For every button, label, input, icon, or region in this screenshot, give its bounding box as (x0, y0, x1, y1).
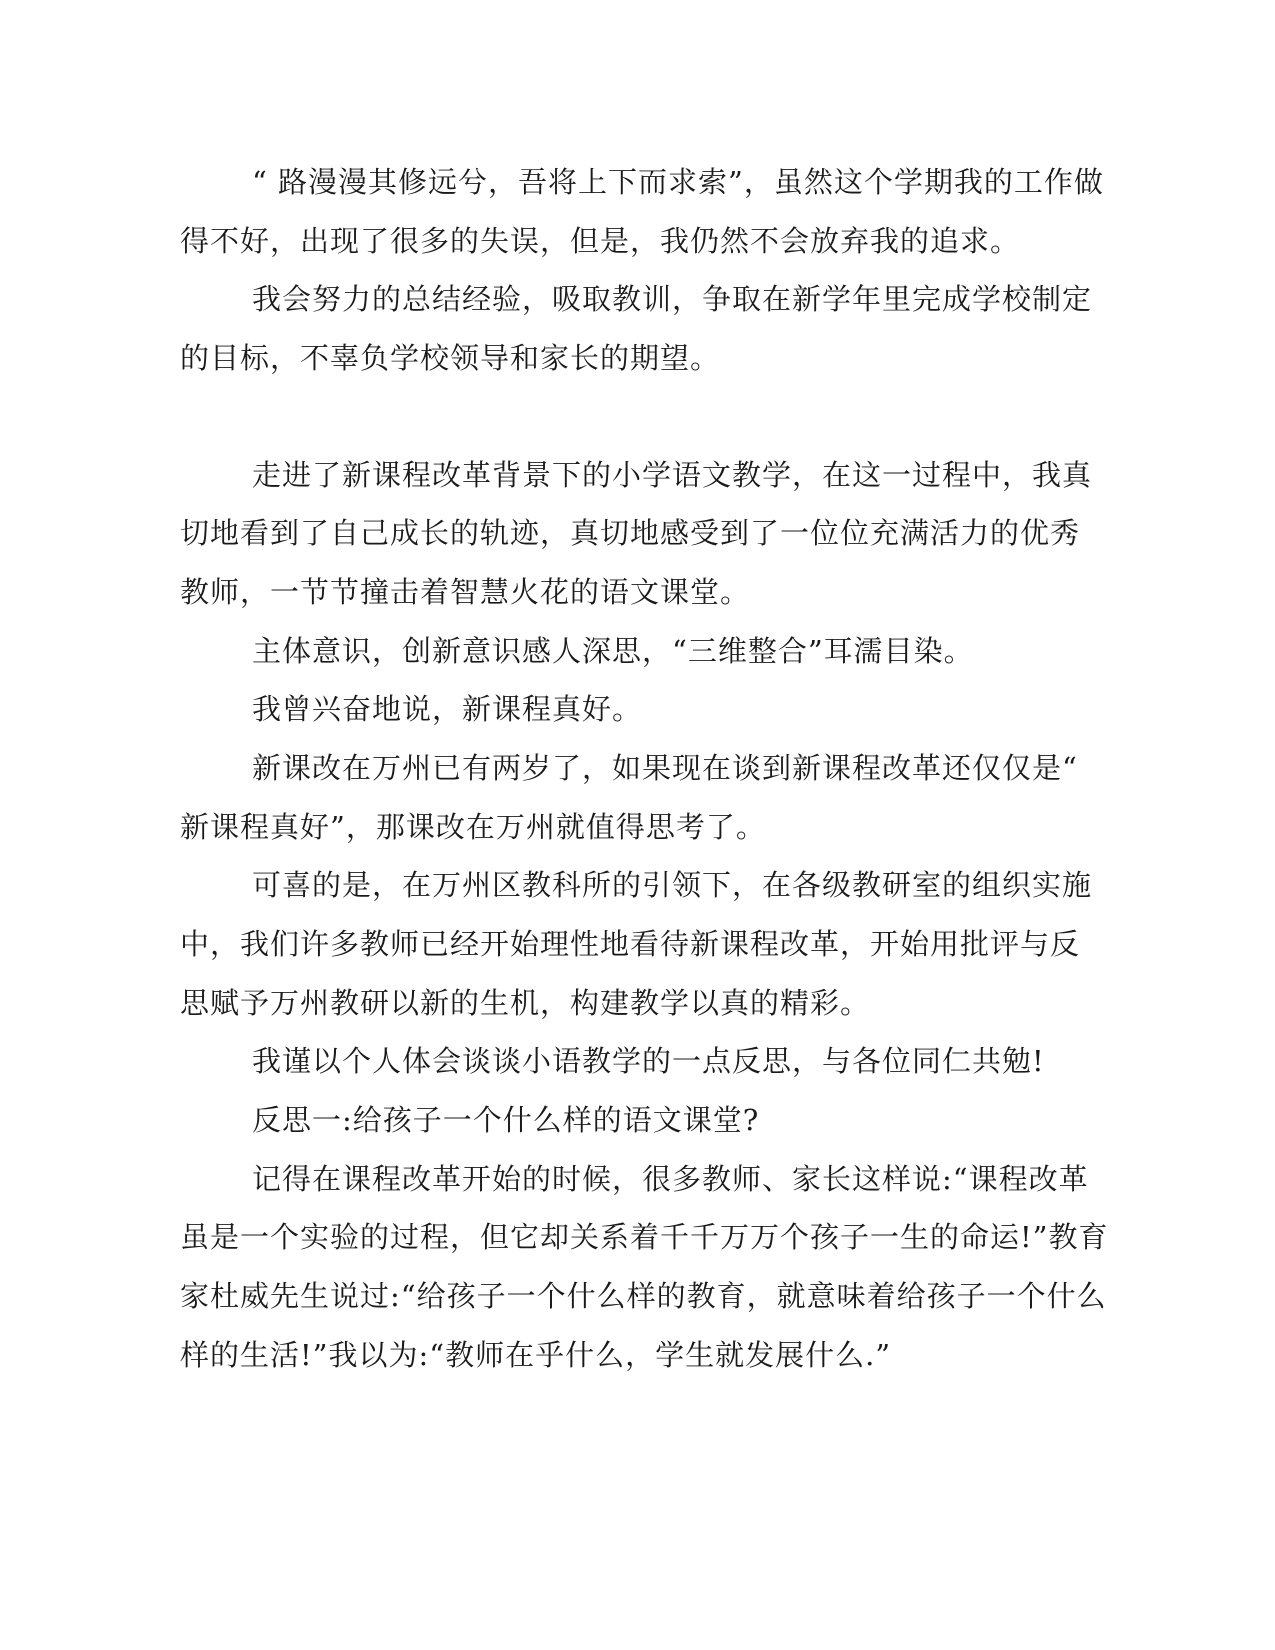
paragraph-7-line-2: 中，我们许多教师已经开始理性地看待新课程改革，开始用批评与反 (180, 927, 1081, 961)
paragraph-3-line-2: 切地看到了自己成长的轨迹，真切地感受到了一位位充满活力的优秀 (180, 516, 1081, 550)
paragraph-9-line-1: 反思一:给孩子一个什么样的语文课堂? (252, 1103, 760, 1137)
paragraph-8-line-1: 我谨以个人体会谈谈小语教学的一点反思，与各位同仁共勉! (252, 1044, 1045, 1078)
paragraph-6-line-2: 新课程真好”，那课改在万州就值得思考了。 (180, 810, 766, 844)
paragraph-10-line-3: 家杜威先生说过:“给孩子一个什么样的教育，就意味着给孩子一个什么 (180, 1279, 1107, 1313)
paragraph-7-line-1: 可喜的是，在万州区教科所的引领下，在各级教研室的组织实施 (252, 868, 1093, 902)
paragraph-10-line-2: 虽是一个实验的过程，但它却关系着千千万万个孩子一生的命运!”教育 (180, 1220, 1109, 1254)
paragraph-10-line-1: 记得在课程改革开始的时候，很多教师、家长这样说:“课程改革 (252, 1162, 1089, 1196)
paragraph-10-line-4: 样的生活!”我以为:“教师在乎什么，学生就发展什么.” (180, 1338, 892, 1372)
paragraph-5-line-1: 我曾兴奋地说，新课程真好。 (252, 692, 643, 726)
paragraph-3-line-3: 教师，一节节撞击着智慧火花的语文课堂。 (180, 575, 751, 609)
paragraph-6-line-1: 新课改在万州已有两岁了，如果现在谈到新课程改革还仅仅是“ (252, 751, 1078, 785)
paragraph-7-line-3: 思赋予万州教研以新的生机，构建教学以真的精彩。 (180, 986, 871, 1020)
paragraph-2-line-1: 我会努力的总结经验，吸取教训，争取在新学年里完成学校制定 (252, 282, 1093, 316)
paragraph-4-line-1: 主体意识，创新意识感人深思，“三维整合”耳濡目染。 (252, 634, 974, 668)
paragraph-1-line-1: “ 路漫漫其修远兮，吾将上下而求索”，虽然这个学期我的工作做 (252, 165, 1104, 199)
paragraph-1-line-2: 得不好，出现了很多的失误，但是，我仍然不会放弃我的追求。 (180, 224, 1021, 258)
paragraph-2-line-2: 的目标，不辜负学校领导和家长的期望。 (180, 341, 721, 375)
paragraph-3-line-1: 走进了新课程改革背景下的小学语文教学，在这一过程中，我真 (252, 458, 1093, 492)
